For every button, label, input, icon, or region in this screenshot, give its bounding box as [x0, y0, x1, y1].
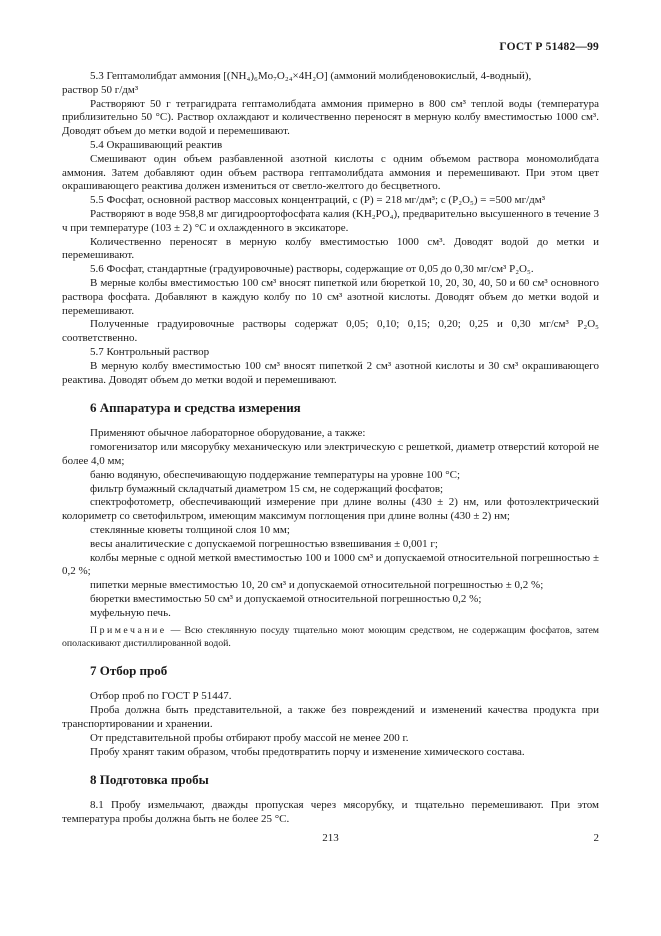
equipment-item: пипетки мерные вместимостью 10, 20 см³ и допускаемой относительной погрешностью ± 0,2 %;	[90, 579, 544, 592]
section-6-heading: 6 Аппаратура и средства измерения	[90, 400, 301, 416]
section-7-text-3: От представительной пробы отбирают пробу массой не менее 200 г.	[90, 731, 409, 744]
equipment-item: весы аналитические с допускаемой погрешностью взвешивания ± 0,001 г;	[90, 537, 438, 550]
note-label: Примечание	[90, 625, 167, 637]
section-5-4-text: Смешивают один объем разбавленной азотной кислоты с одним объемом раствора мономолибдата аммония. Затем добавляют один объем раствора гептамолибдата аммония и перемешивают. При этом цвет окрашивающего реактива должен измениться от светло-желтого до бесцветного.	[62, 152, 599, 193]
document-body	[62, 70, 599, 827]
equipment-item: бюретки вместимостью 50 см³ и допускаемой относительной погрешностью 0,2 %;	[90, 592, 482, 605]
section-8-1-text: 8.1 Пробу измельчают, дважды пропуская через мясорубку, и тщательно перемешивают. При этом температура пробы должна быть не более 25 °С.	[62, 799, 599, 826]
standard-header: ГОСТ Р 51482—99	[499, 41, 599, 53]
section-5-6-text-2: Полученные градуировочные растворы содержат 0,05; 0,10; 0,15; 0,20; 0,25 и 0,30 мг/см³ P₂O₅ соответственно.	[62, 318, 599, 345]
section-7-text-2: Проба должна быть представительной, а также без повреждений и изменений качества продукта при транспортировании и хранении.	[62, 704, 599, 731]
page-number: 213	[322, 832, 339, 844]
equipment-item: гомогенизатор или мясорубку механическую или электрическую с решеткой, диаметр отверстий которой не более 4,0 мм;	[62, 441, 599, 467]
equipment-item: спектрофотометр, обеспечивающий измерение при длине волны (430 ± 2) нм, или фотоэлектрический колориметр со светофильтром, имеющим максимум поглощения при длине волны (430 ± 2) нм;	[62, 496, 599, 523]
section-5-3-title: 5.3 Гептамолибдат аммония [(NH₄)₆Mo₇O₂₄×4H₂O] (аммоний молибденовокислый, 4-водный),	[90, 70, 532, 82]
section-5-6-text-1: В мерные колбы вместимостью 100 см³ вносят пипеткой или бюреткой 10, 20, 30, 40, 50 и 60 см³ основного раствора фосфата. Добавляют в каждую колбу по 10 см³ азотной кислоты. Доводят объем до метки водой и перемешивают.	[62, 276, 599, 317]
equipment-item: фильтр бумажный складчатый диаметром 15 см, не содержащий фосфатов;	[90, 482, 444, 495]
section-8-heading: 8 Подготовка пробы	[90, 772, 209, 788]
section-5-5-text-2: Количественно переносят в мерную колбу вместимостью 1000 см³. Доводят водой до метки и перемешивают.	[62, 235, 599, 262]
section-7-text-4: Пробу хранят таким образом, чтобы предотвратить порчу и изменение химического состава.	[90, 745, 525, 758]
sheet-number: 2	[593, 832, 599, 844]
section-5-7-title: 5.7 Контрольный раствор	[90, 345, 210, 358]
section-5-4-title: 5.4 Окрашивающий реактив	[90, 138, 223, 151]
section-6-note	[62, 625, 599, 650]
section-5-3-title-cont: раствор 50 г/дм³	[62, 83, 139, 96]
note-text: — Всю стеклянную посуду тщательно моют моющим средством, не содержащим фосфатов, затем ополаскивают дистиллированной водой.	[62, 625, 599, 649]
section-5-5-text-1: Растворяют в воде 958,8 мг дигидроортофосфата калия (KH₂PO₄), предварительно высушенного в течение 3 ч при температуре (103 ± 2) °С и охлажденного в эксикаторе.	[62, 207, 599, 234]
section-5-5-title: 5.5 Фосфат, основной раствор массовых концентраций, c (P) = 218 мг/дм³; c (P₂O₅) = =500 мг/дм³	[90, 194, 546, 207]
section-5-3-text: Растворяют 50 г тетрагидрата гептамолибдата аммония примерно в 800 см³ теплой воды (температура приблизительно 50 °С). Раствор охлаждают и количественно переносят в мерную колбу вместимостью 1000 см³. Доводят объем до метки водой и перемешивают.	[62, 97, 599, 138]
section-6-intro: Применяют обычное лабораторное оборудование, а также:	[90, 427, 366, 440]
section-5-6-title: 5.6 Фосфат, стандартные (градуировочные) растворы, содержащие от 0,05 до 0,30 мг/см³ P₂O₅.	[90, 263, 534, 276]
equipment-item: стеклянные кюветы толщиной слоя 10 мм;	[90, 523, 290, 536]
section-7-text-1: Отбор проб по ГОСТ Р 51447.	[90, 690, 232, 703]
section-7-heading: 7 Отбор проб	[90, 663, 168, 679]
equipment-item: муфельную печь.	[90, 606, 171, 619]
section-5-7-text: В мерную колбу вместимостью 100 см³ вносят пипеткой 2 см³ азотной кислоты и 30 см³ окрашивающего реактива. Доводят объем до метки водой и перемешивают.	[62, 359, 599, 386]
equipment-item: колбы мерные с одной меткой вместимостью 100 и 1000 см³ и допускаемой относительной погрешностью ± 0,2 %;	[62, 551, 599, 578]
equipment-item: баню водяную, обеспечивающую поддержание температуры на уровне 100 °С;	[90, 468, 461, 481]
